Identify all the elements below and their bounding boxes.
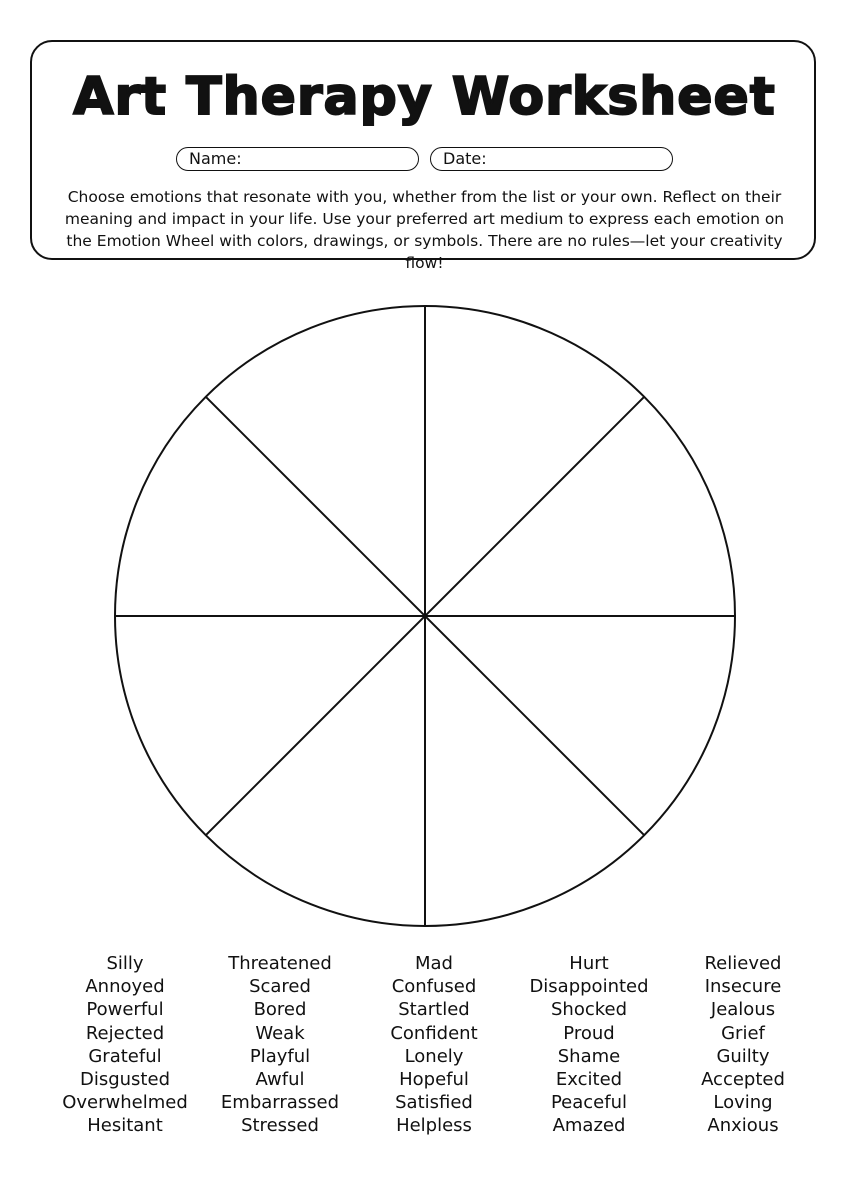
emotion-word: Silly xyxy=(106,953,144,974)
emotion-word: Peaceful xyxy=(550,1092,628,1114)
emotion-word: Embarrassed xyxy=(220,1092,340,1114)
emotion-word: Weak xyxy=(255,1022,305,1044)
emotion-word: Amazed xyxy=(552,1115,626,1137)
emotion-word: Stressed xyxy=(241,1115,319,1137)
wheel-dividers xyxy=(115,306,735,926)
emotion-word: Relieved xyxy=(704,953,782,974)
emotion-word: Annoyed xyxy=(85,976,165,998)
emotion-word: Startled xyxy=(398,999,470,1021)
emotion-word: Confused xyxy=(391,976,477,998)
emotion-word: Bored xyxy=(253,999,307,1021)
emotion-column-3 xyxy=(349,952,519,1138)
emotion-word: Grateful xyxy=(88,1045,162,1067)
emotion-word: Loving xyxy=(713,1092,773,1114)
date-label: Date: xyxy=(443,149,487,168)
emotion-word: Confident xyxy=(390,1022,478,1044)
emotion-word: Scared xyxy=(249,976,311,998)
emotion-word: Hopeful xyxy=(399,1068,469,1090)
page-title: Art Therapy Worksheet xyxy=(73,67,776,127)
emotion-word: Helpless xyxy=(396,1115,472,1137)
emotion-word: Threatened xyxy=(228,953,332,974)
emotion-word: Guilty xyxy=(716,1045,770,1067)
emotion-word: Satisfied xyxy=(395,1092,473,1114)
emotion-word: Shocked xyxy=(550,999,628,1021)
name-label: Name: xyxy=(189,149,242,168)
emotion-word: Playful xyxy=(249,1045,311,1067)
emotion-word: Mad xyxy=(415,953,453,974)
instructions-text: Choose emotions that resonate with you, whether from the list or your own. Reflect on their meaning and impact in your life. Use your preferred art medium to express each emotion on the Emotion Wheel with colors, drawings, or symbols. There are no rules—let your creativity flow! xyxy=(64,188,785,272)
emotion-word: Powerful xyxy=(86,999,164,1021)
emotion-word: Hesitant xyxy=(87,1115,163,1137)
emotion-word: Accepted xyxy=(701,1068,785,1090)
emotion-column-5 xyxy=(658,952,828,1138)
emotion-word: Grief xyxy=(721,1022,765,1044)
emotion-word: Excited xyxy=(555,1068,623,1090)
emotion-word: Proud xyxy=(563,1022,615,1044)
emotion-word: Jealous xyxy=(710,999,776,1021)
emotion-word: Shame xyxy=(557,1045,621,1067)
emotion-column-1 xyxy=(40,952,210,1138)
emotion-word: Rejected xyxy=(85,1022,165,1044)
emotion-word: Overwhelmed xyxy=(62,1092,188,1114)
emotion-column-2 xyxy=(195,952,365,1138)
emotion-word: Lonely xyxy=(404,1045,464,1067)
emotion-word: Disgusted xyxy=(79,1068,170,1090)
emotion-word: Awful xyxy=(255,1068,305,1090)
emotion-word: Insecure xyxy=(704,976,782,998)
emotion-word: Disappointed xyxy=(529,976,649,998)
emotion-word: Hurt xyxy=(569,953,609,974)
emotion-word: Anxious xyxy=(707,1115,779,1137)
emotion-column-4 xyxy=(504,952,674,1138)
